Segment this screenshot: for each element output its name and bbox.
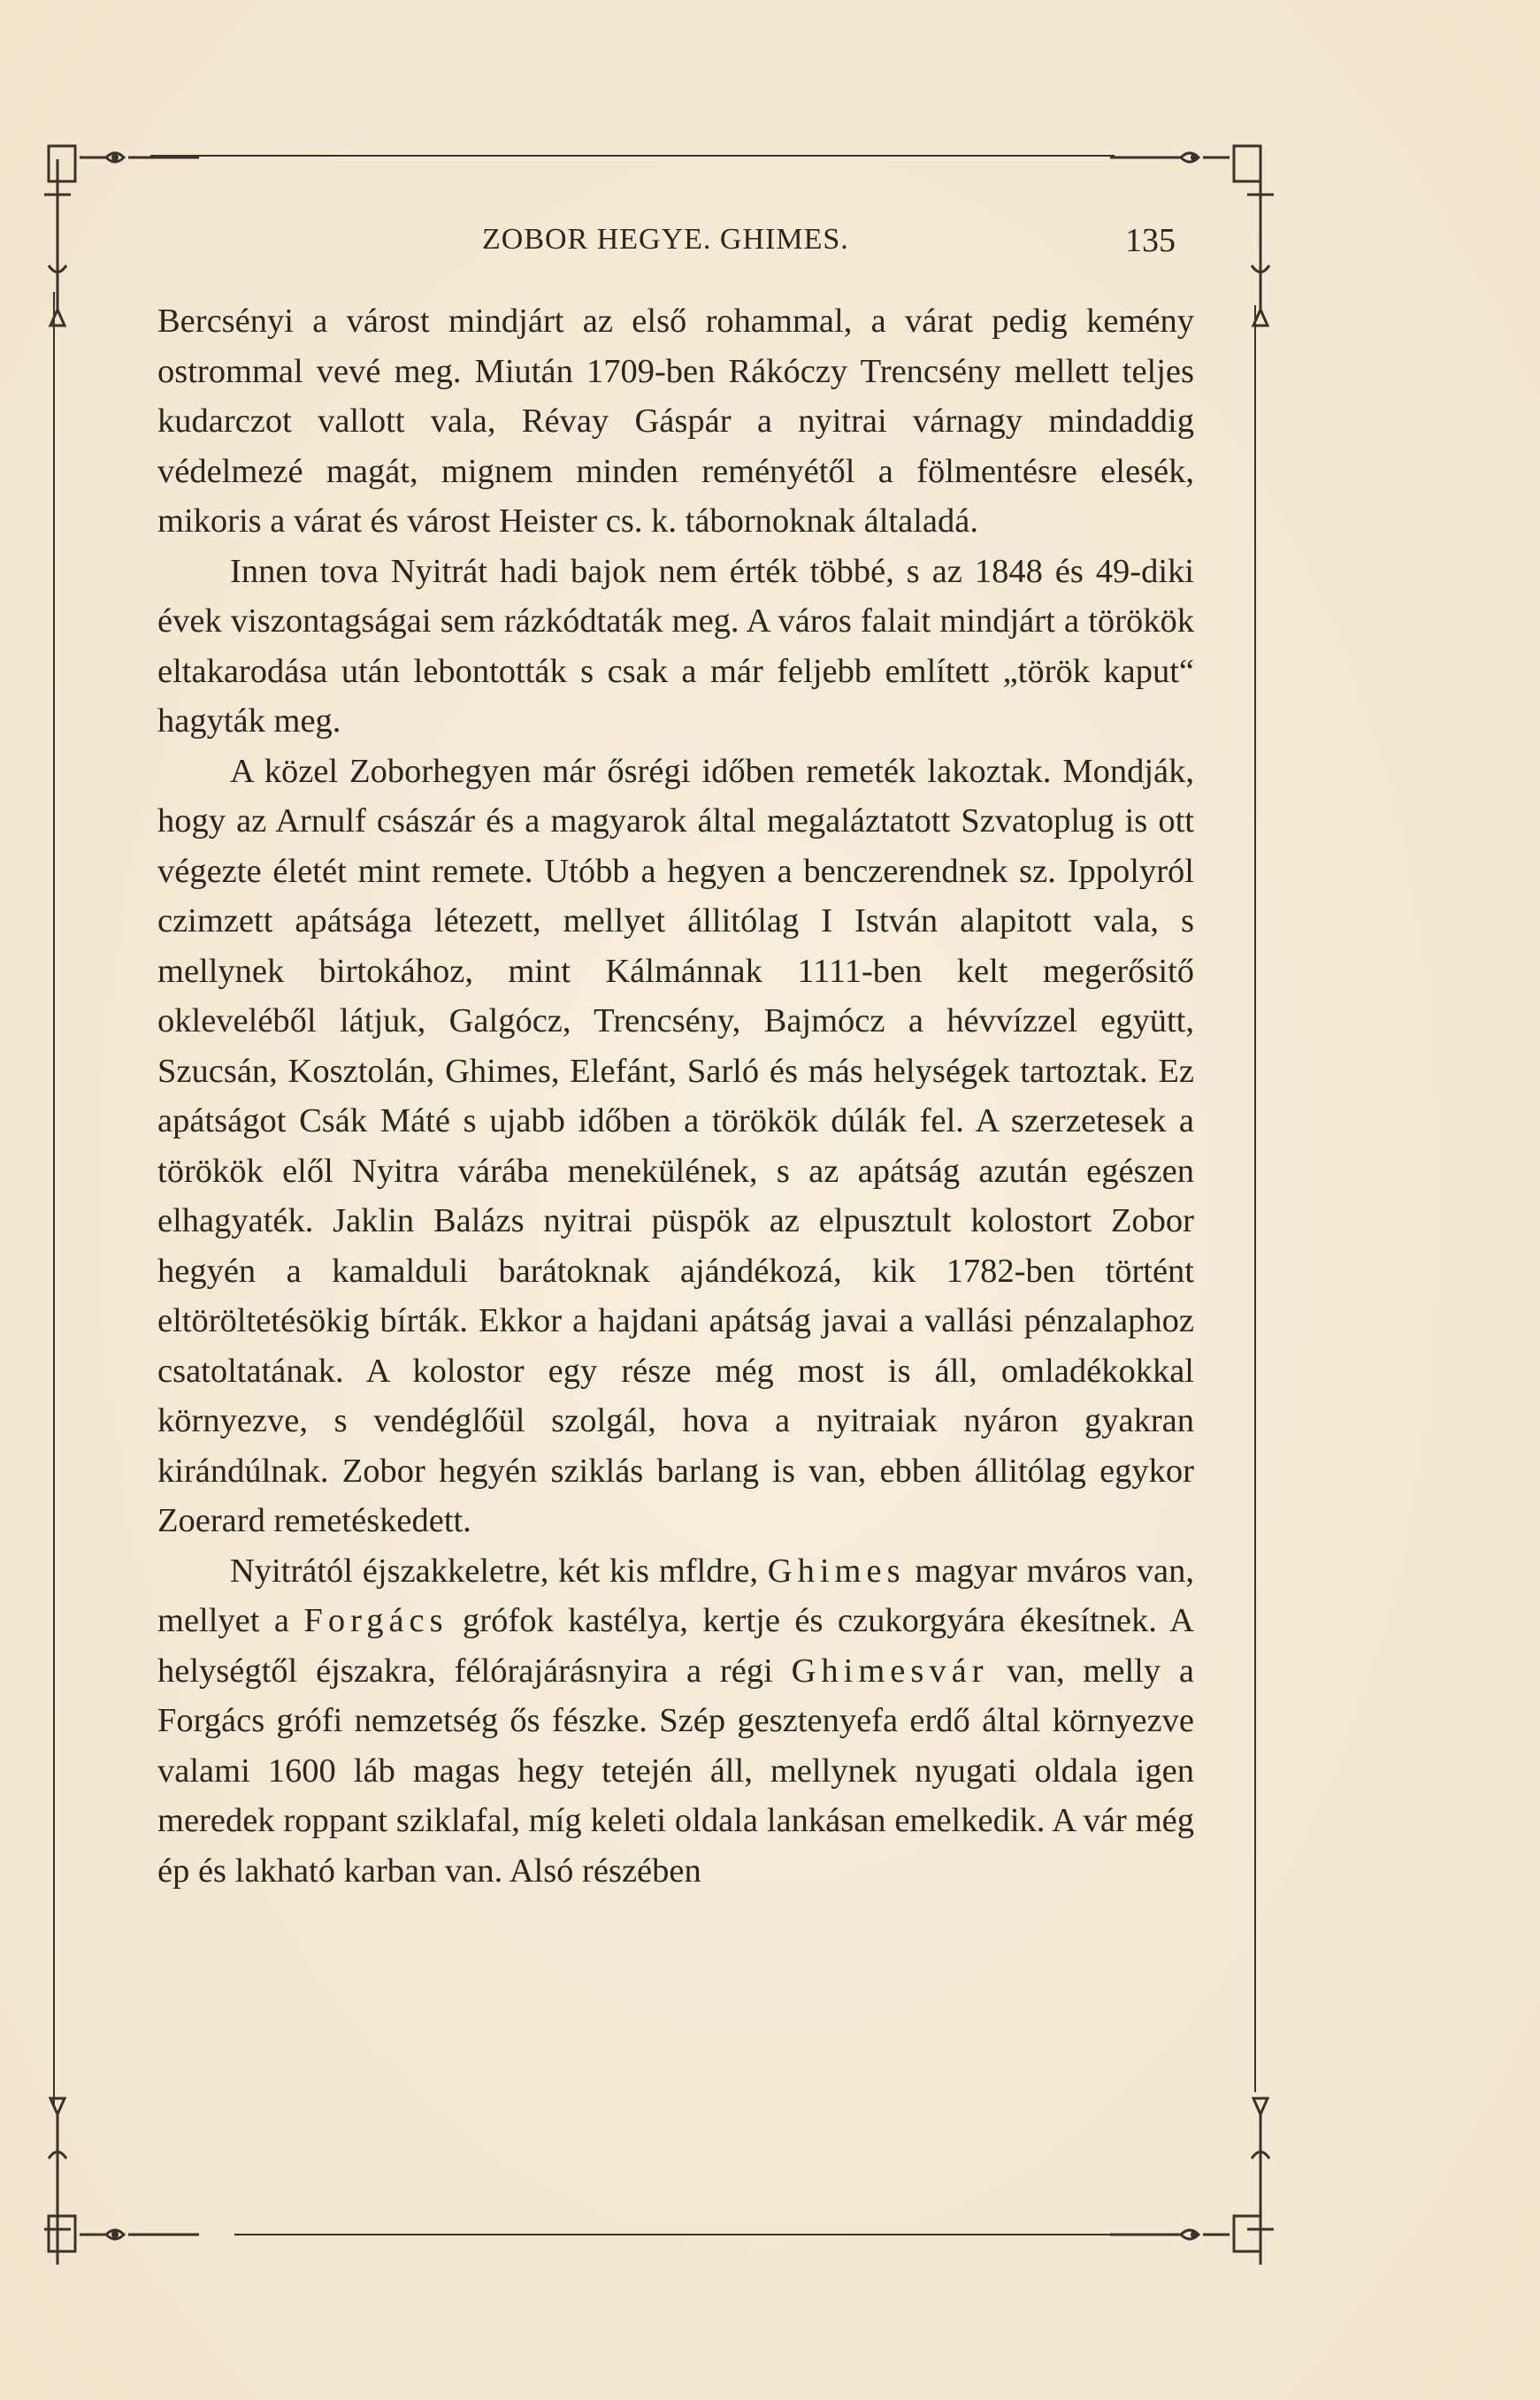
place-name-ghimesvar: Ghimesvár [791, 1652, 989, 1690]
paragraph-4-text: magyar mváros van, mellyet a [157, 1552, 1194, 1639]
place-name-ghimes: Ghimes [767, 1552, 906, 1590]
frame-bottom-rule [234, 2234, 1123, 2235]
paragraph-1: Bercsényi a várost mindjárt az első rohammal, a várat pedig kemény ostrommal vevé meg. Miután 1709-ben Rákóczy Trencsény mellett teljes kudarczot vallott vala, Révay Gáspár a nyitrai várnagy mindaddig védelmezé magát, mignem minden reményétől a fölmentésre elesék, mikoris a várat és várost Heister cs. k. tábornoknak általadá. [157, 303, 1194, 540]
frame-left-rule [53, 292, 55, 2105]
paragraph-4-text: van, melly a Forgács grófi nemzetség ős fészke. Szép gesztenyefa erdő által környezve valami 1600 láb magas hegy tetején áll, mellynek nyugati oldala igen meredek roppant sziklafal, míg keleti oldala lankásan emelkedik. A vár még ép és lakható karban van. Alsó részében [157, 1652, 1195, 1890]
side-ornament-icon [31, 142, 84, 336]
body-text [157, 296, 1194, 1896]
paragraph-4-text: grófok kastélya, kertje és czukorgyára ékesítnek. A helységtől éjszakra, félórajárásnyira a régi [157, 1602, 1194, 1690]
running-title: ZOBOR HEGYE. GHIMES. [482, 223, 849, 256]
frame-top-rule [150, 155, 1115, 157]
paragraph-4 [157, 1546, 1194, 1897]
side-ornament-icon [1234, 2088, 1287, 2282]
page-number: 135 [1125, 222, 1176, 259]
paragraph-3: A közel Zoborhegyen már ősrégi időben remeték lakoztak. Mondják, hogy az Arnulf császár és a magyarok által megaláztatott Szvatoplug is ott végezte életét mint remete. Utóbb a hegyen a benczerendnek sz. Ippolyról czimzett apátsága létezett, mellyet állitólag I István alapitott vala, s mellynek birtokához, mint Kálmánnak 1111-ben kelt megerősitő oklevеléből látjuk, Galgócz, Trencsény, Bajmócz a hévvízzel együtt, Szucsán, Kosztolán, Ghimes, Elefánt, Sarló és más helységek tartoztak. Ez apátságot Csák Máté s ujabb időben a törökök dúlák fel. A szerzetesek a törökök elől Nyitra várába menekülének, s az apátság azután egészen elhagyaték. Jaklin Balázs nyitrai püspök az elpusztult kolostort Zobor hegyén a kamalduli barátoknak ajándékozá, kik 1782-ben történt eltöröltetésökig bírták. Ekkor a hajdani apátság javai a vallási pénzalaphoz csatoltatának. A kolostor egy része még most is áll, omladékokkal környezve, s vendéglőül szolgál, hova a nyitraiak nyáron gyakran kirándúlnak. Zobor hegyén sziklás barlang is van, ebben állitólag egykor Zoerard remetéskedett. [157, 752, 1194, 1539]
family-name-forgacs: Forgács [303, 1602, 448, 1639]
frame-right-rule [1254, 305, 1256, 2092]
paragraph-4-text: Nyitrától éjszakkeletre, két kis mfldre, [230, 1552, 768, 1590]
side-ornament-icon [31, 2088, 84, 2282]
side-ornament-icon [1234, 142, 1287, 336]
paragraph-2: Innen tova Nyitrát hadi bajok nem érték többé, s az 1848 és 49-diki évek viszontagságai sem rázkódtaták meg. A város falait mindjárt a törökök eltakarodása után lebontották s csak a már feljebb említett „török kaput“ hagyták meg. [157, 552, 1194, 740]
